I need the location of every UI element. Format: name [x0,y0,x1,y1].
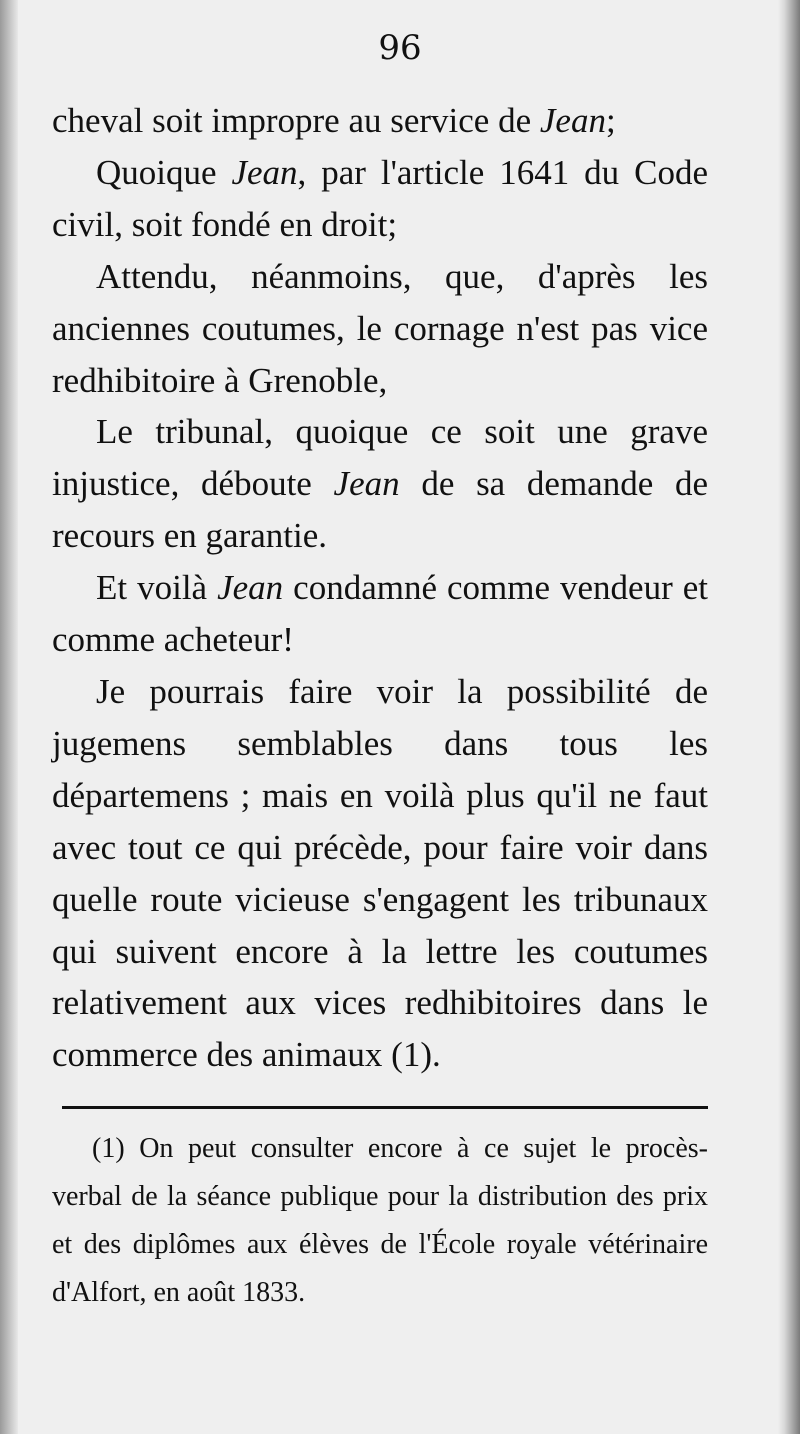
paragraph-4: Le tribunal, quoique ce soit une grave injustice, déboute Jean de sa demande de recours en garantie. [52,412,708,556]
page-edge-shadow [778,0,800,1434]
paragraph-1: cheval soit impropre au service de Jean; [52,101,616,140]
paragraph-3: Attendu, néanmoins, que, d'après les anciennes coutumes, le cornage n'est pas vice redhibitoire à Grenoble, [52,256,708,400]
paragraph-2: Quoique Jean, par l'article 1641 du Code civil, soit fondé en droit; [52,152,708,244]
paragraph-5: Et voilà Jean condamné comme vendeur et comme acheteur! [52,568,708,660]
page-gutter-shadow [0,0,18,1434]
page-number: 96 [378,28,422,68]
footnote: (1) On peut consulter encore à ce sujet le procès-verbal de la séance publique pour la distribution des prix et des diplômes aux élèves de l'École royale vétérinaire d'Alfort, en août 1833. [52,1133,708,1308]
body-text [52,95,708,1081]
paragraph-6: Je pourrais faire voir la possibilité de jugemens semblables dans tous les départemens ; mais en voilà plus qu'il ne faut avec tout ce qui précède, pour faire voir dans quelle route vicieuse s'engagent les tribunaux qui suivent encore à la lettre les coutumes relativement aux vices redhibitoires dans le commerce des animaux (1). [52,671,708,1075]
footnote-divider [62,1106,708,1109]
